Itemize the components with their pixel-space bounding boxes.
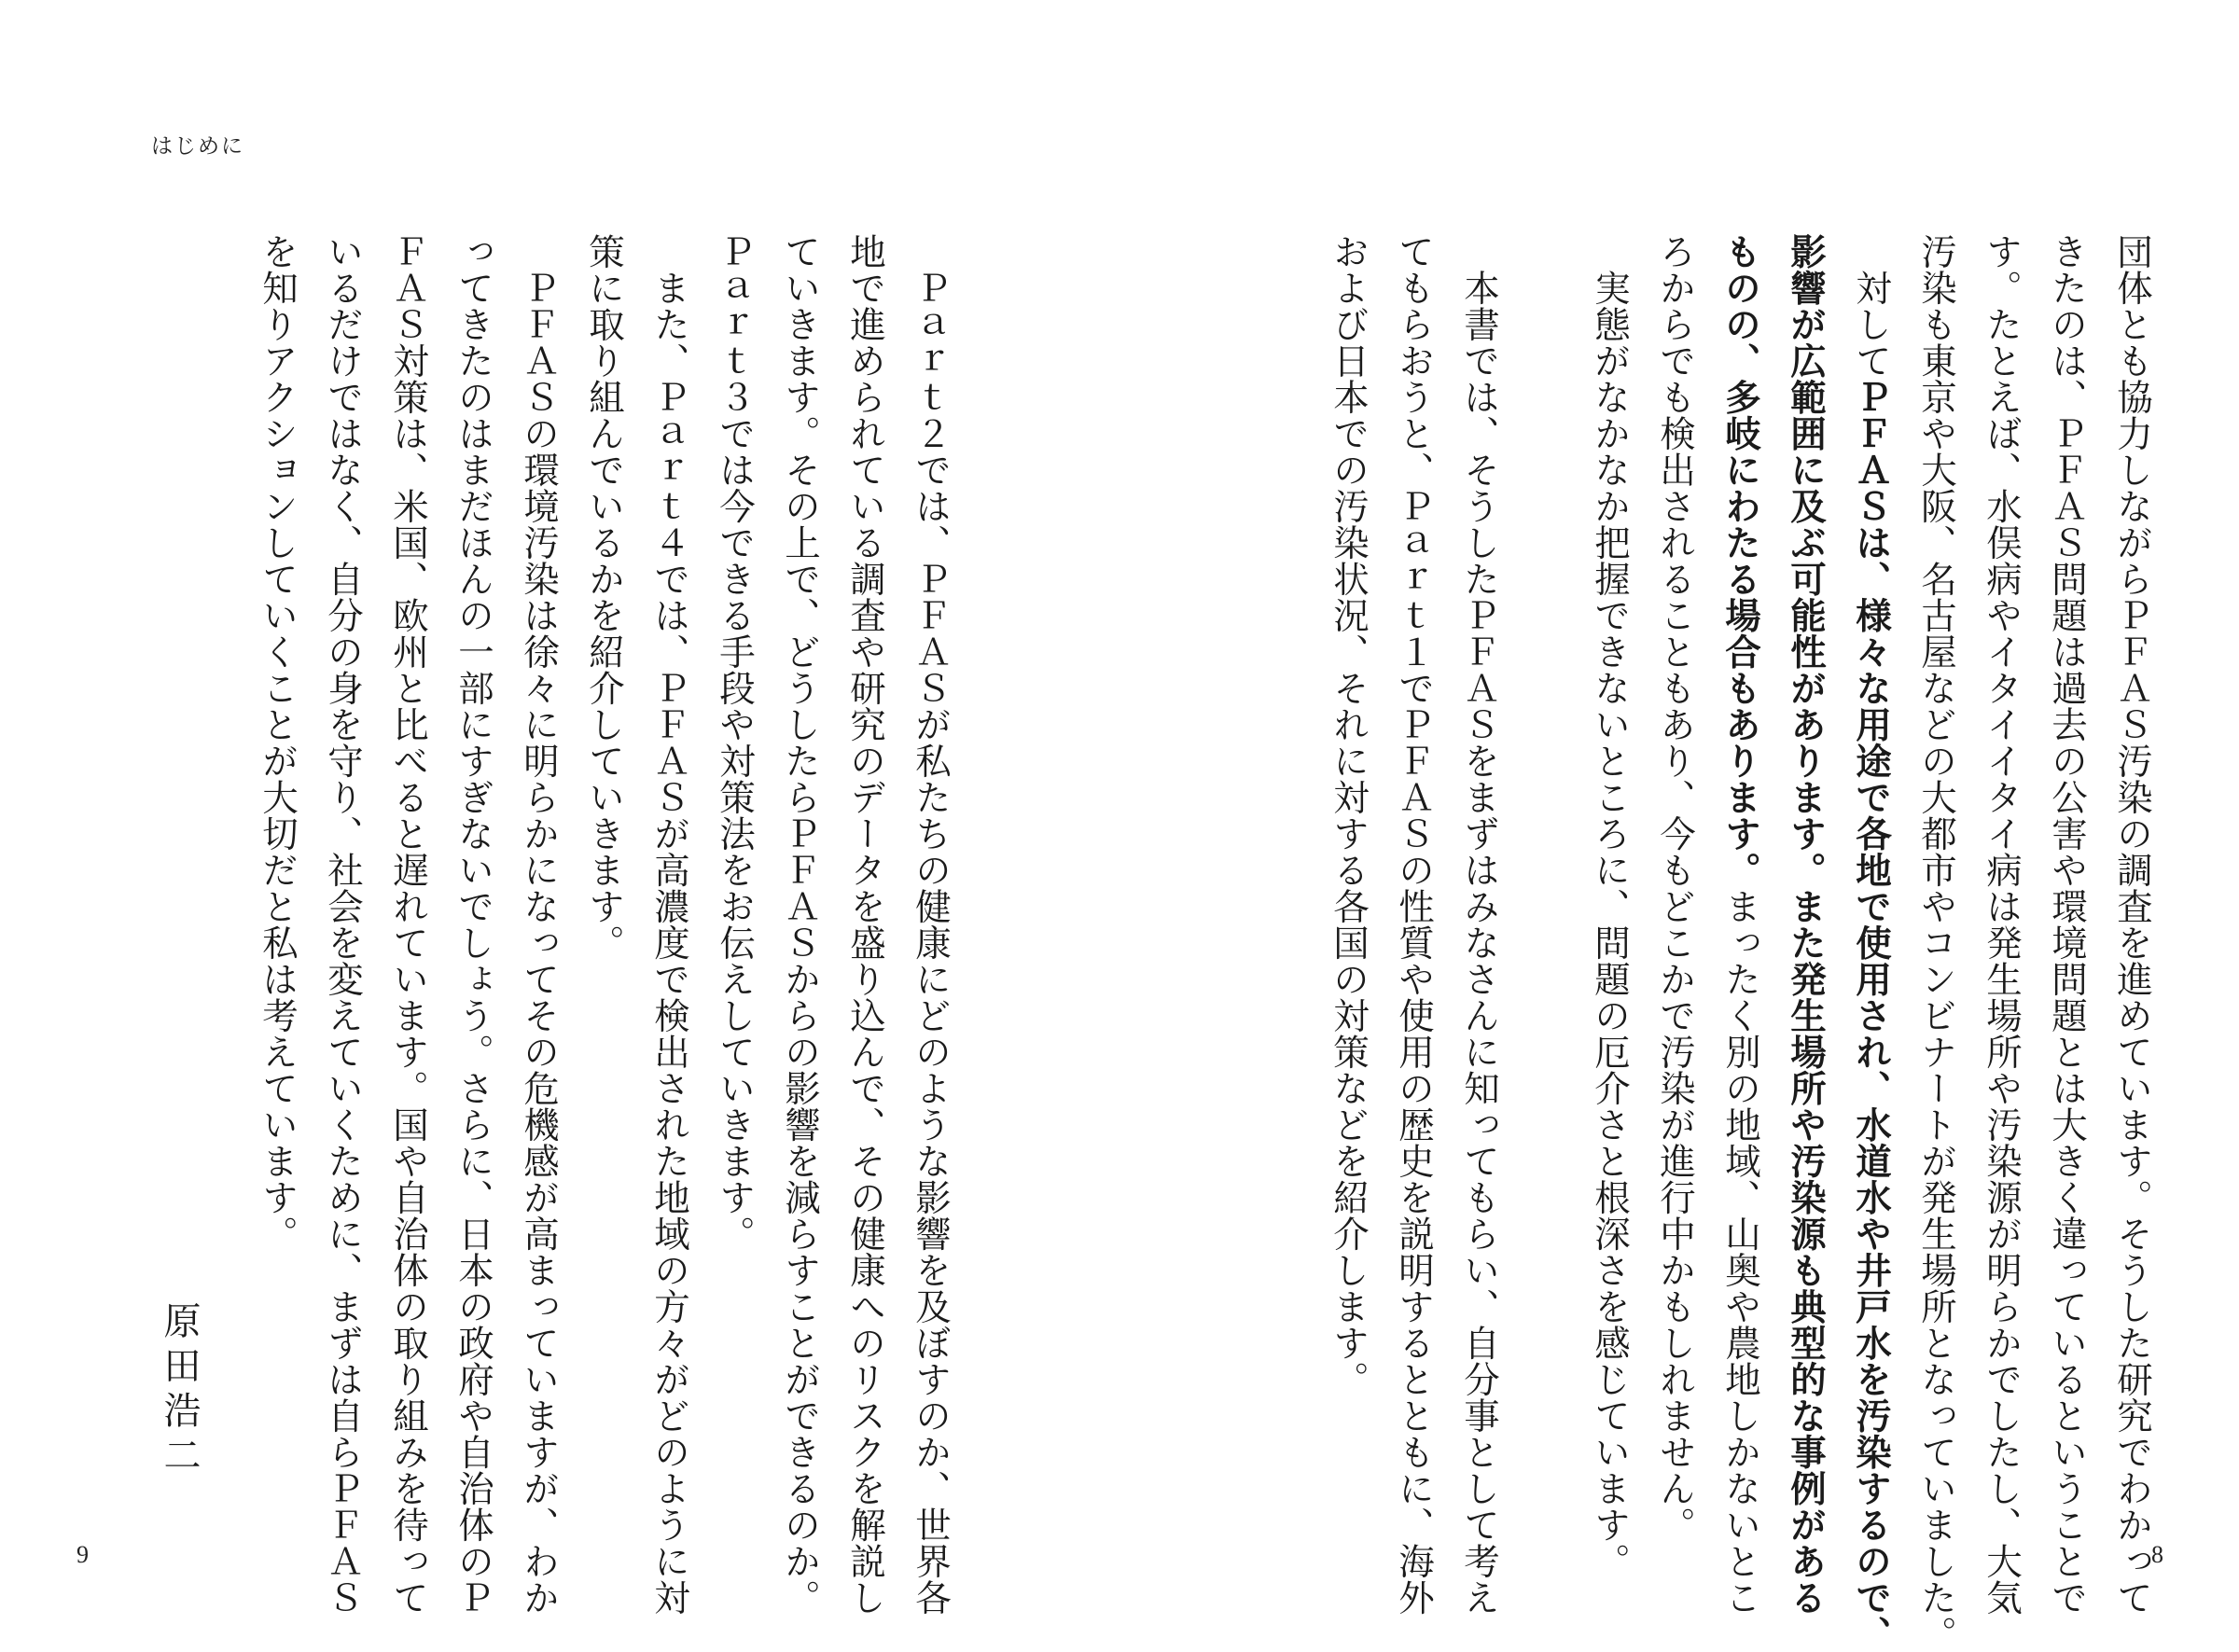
text-line: てもらおうと、Ｐａｒｔ１でＰＦＡＳの性質や使用の歴史を説明するとともに、海外 — [1393, 233, 1435, 1616]
text-line: 実態がなかなか把握できないところに、問題の厄介さと根深さを感じています。 — [1589, 270, 1631, 1579]
blank-line — [1511, 233, 1577, 1511]
text-line: ていきます。その上で、どうしたらＰＦＡＳからの影響を減らすことができるのか。 — [779, 233, 821, 1616]
text-line: および日本での汚染状況、それに対する各国の対策などを紹介します。 — [1328, 233, 1370, 1397]
text-line: 地で進められている調査や研究のデータを盛り込んで、その健康へのリスクを解説し — [844, 233, 886, 1616]
right-page-body — [1328, 233, 2164, 1652]
text-line: Ｐａｒｔ３では今できる手段や対策法をお伝えしていきます。 — [714, 233, 756, 1252]
page-number-right: 8 — [2151, 1541, 2163, 1568]
text-line: 対してＰＦＡＳは、様々な用途で各地で使用され、水道水や井戸水を汚染するので、 — [1850, 270, 1892, 1652]
left-page-body — [254, 233, 963, 1616]
text-line: 汚染も東京や大阪、名古屋などの大都市やコンビナートが発生場所となっていました。 — [1915, 233, 1957, 1652]
text-line: きたのは、ＰＦＡＳ問題は過去の公害や環境問題とは大きく違っているということで — [2046, 233, 2088, 1616]
text-line: ろからでも検出されることもあり、今もどこかで汚染が進行中かもしれません。 — [1654, 233, 1696, 1543]
running-head: はじめに — [151, 134, 244, 159]
text-line: いるだけではなく、自分の身を守り、社会を変えていくために、まずは自らＰＦＡＳ — [322, 233, 364, 1616]
text-line: ＰＦＡＳの環境汚染は徐々に明らかになってその危機感が高まっていますが、わか — [518, 270, 560, 1616]
text-line: ものの、多岐にわたる場合もあります。まったく別の地域、山奥や農地しかないとこ — [1719, 233, 1761, 1616]
text-line: を知りアクションしていくことが大切だと私は考えています。 — [257, 233, 299, 1252]
text-line: 団体とも協力しながらＰＦＡＳ汚染の調査を進めています。そうした研究でわかって — [2111, 233, 2153, 1616]
text-line: Ｐａｒｔ２では、ＰＦＡＳが私たちの健康にどのような影響を及ぼすのか、世界各 — [910, 270, 952, 1616]
text-line: 策に取り組んでいるかを紹介していきます。 — [583, 233, 625, 961]
page-number-left: 9 — [76, 1541, 89, 1568]
text-line: また、Ｐａｒｔ４では、ＰＦＡＳが高濃度で検出された地域の方々がどのように対 — [648, 270, 690, 1616]
text-line: ＦＡＳ対策は、米国、欧州と比べると遅れています。国や自治体の取り組みを待って — [387, 233, 429, 1616]
author-signature: 原田浩二 — [158, 1301, 201, 1480]
text-line: す。たとえば、水俣病やイタイイタイ病は発生場所や汚染源が明らかでしたし、大気 — [1981, 233, 2023, 1616]
text-line: 本書では、そうしたＰＦＡＳをまずはみなさんに知ってもらい、自分事として考え — [1458, 270, 1500, 1616]
text-line: 影響が広範囲に及ぶ可能性があります。また発生場所や汚染源も典型的な事例がある — [1785, 233, 1827, 1616]
text-line: ってきたのはまだほんの一部にすぎないでしょう。さらに、日本の政府や自治体のＰ — [452, 233, 494, 1616]
